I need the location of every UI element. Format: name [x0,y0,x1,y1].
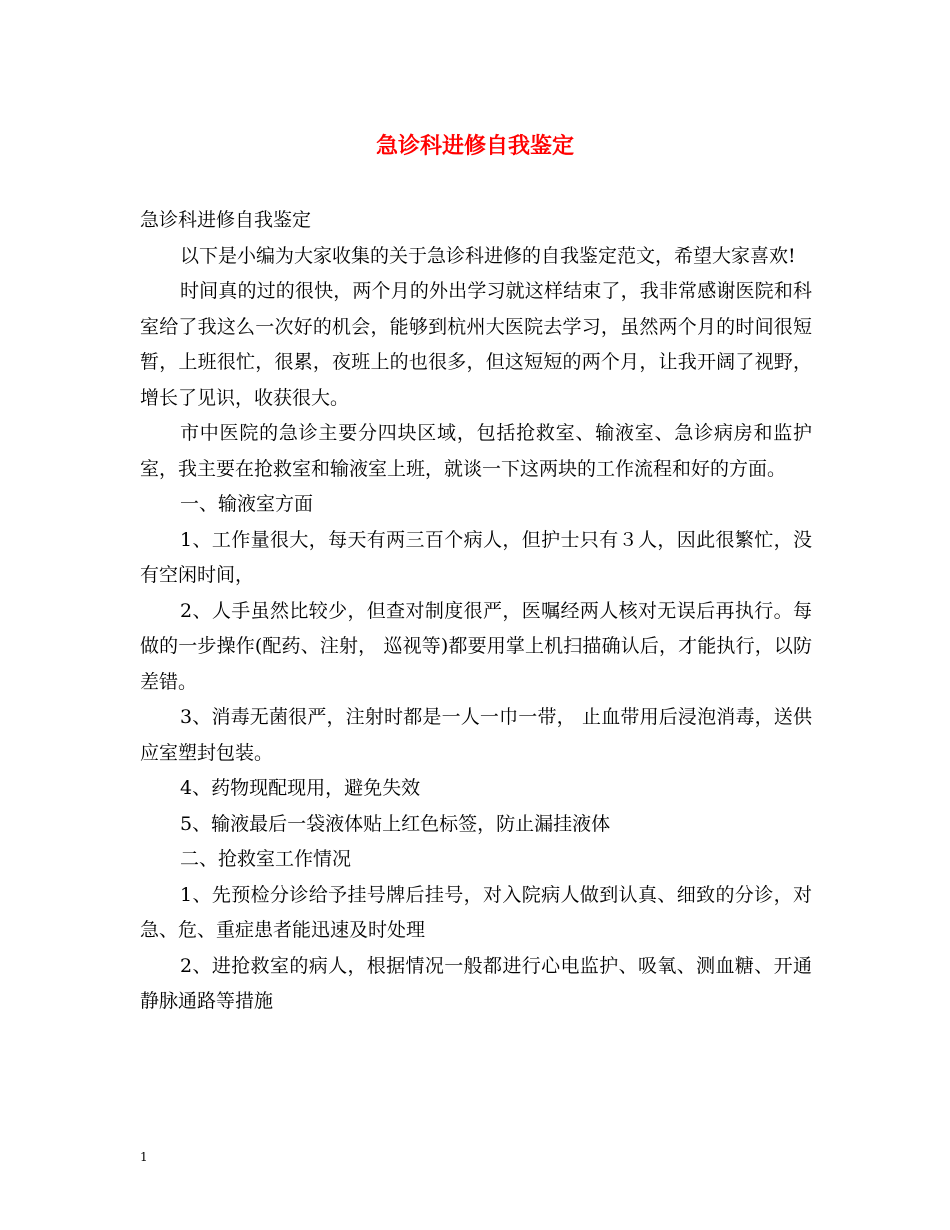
section-heading-emergency-room: 二、抢救室工作情况 [180,848,352,870]
page-number: 1 [140,1150,148,1164]
section-heading-infusion-room: 一、输液室方面 [180,493,314,515]
list-item: 2、人手虽然比较少，但查对制度很严，医嘱经两人核对无误后再执行。每做的一步操作(配药、注射， 巡视等)都要用掌上机扫描确认后，才能执行，以防差错。 [140,599,812,693]
list-item: 5、输液最后一袋液体贴上红色标签，防止漏挂液体 [180,812,611,835]
list-item: 1、先预检分诊给予挂号牌后挂号，对入院病人做到认真、细致的分诊，对急、危、重症患者能迅速及时处理 [140,883,812,941]
body-paragraph: 以下是小编为大家收集的关于急诊科进修的自我鉴定范文，希望大家喜欢! [180,244,796,267]
document-title: 急诊科进修自我鉴定 [375,133,574,159]
list-item: 4、药物现配现用，避免失效 [180,777,421,799]
body-subtitle: 急诊科进修自我鉴定 [140,209,312,231]
list-item: 3、消毒无菌很严，注射时都是一人一巾一带， 止血带用后浸泡消毒，送供应室塑封包装。 [140,706,812,764]
document-body [140,203,812,1020]
body-paragraph: 市中医院的急诊主要分四块区域，包括抢救室、输液室、急诊病房和监护室，我主要在抢救室和输液室上班，就谈一下这两块的工作流程和好的方面。 [140,422,812,480]
body-paragraph: 时间真的过的很快，两个月的外出学习就这样结束了，我非常感谢医院和科室给了我这么一次好的机会，能够到杭州大医院去学习，虽然两个月的时间很短暂，上班很忙，很累，夜班上的也很多，但这短短的两个月，让我开阔了视野，增长了见识，收获很大。 [140,280,812,409]
list-item: 2、进抢救室的病人，根据情况一般都进行心电监护、吸氧、测血糖、开通静脉通路等措施 [140,954,812,1012]
list-item: 1、工作量很大，每天有两三百个病人，但护士只有３人，因此很繁忙，没有空闲时间， [140,528,812,586]
